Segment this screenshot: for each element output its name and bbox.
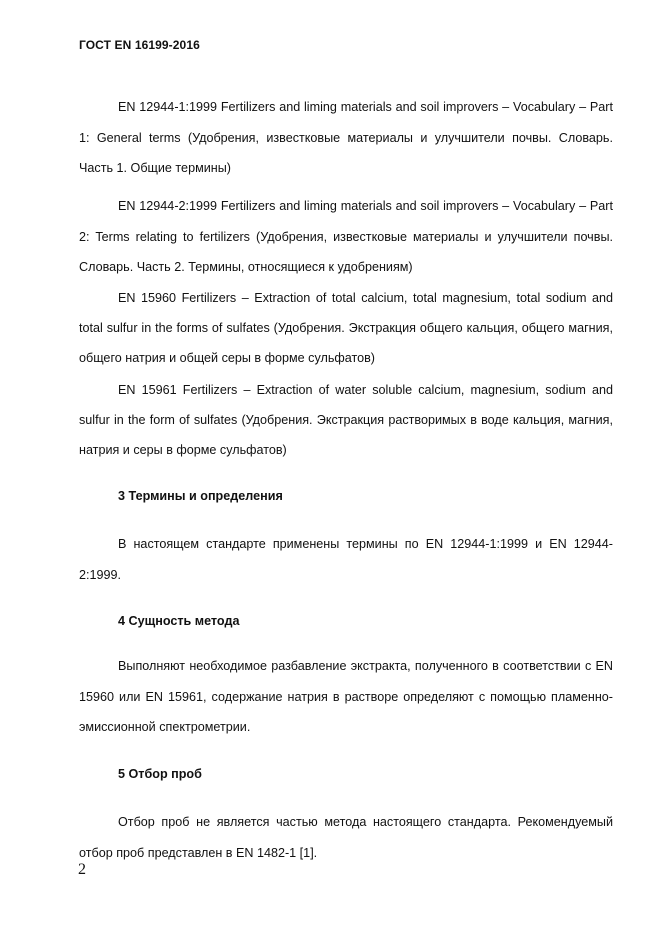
section-body-terms — [79, 529, 613, 590]
reference-text: EN 12944-2:1999 Fertilizers and liming materials and soil improvers – Vocabulary – Part 2: Terms relating to fertilizers (Удобрения, известковые материалы и улучшители почвы. Словарь. Часть 2. Термины, относящиеся к удобрениям) — [79, 199, 613, 274]
reference-text: EN 12944-1:1999 Fertilizers and liming materials and soil improvers – Vocabulary – Part 1: General terms (Удобрения, известковые материалы и улучшители почвы. Словарь. Часть 1. Общие термины) — [79, 100, 613, 175]
standard-header: ГОСТ EN 16199-2016 — [79, 38, 200, 52]
reference-text: EN 15961 Fertilizers – Extraction of water soluble calcium, magnesium, sodium and sulfur in the form of sulfates (Удобрения. Экстракция растворимых в воде кальция, магния, натрия и серы в форме сульфатов) — [79, 383, 613, 457]
reference-en-15961 — [79, 375, 613, 465]
reference-en-12944-1 — [79, 92, 613, 184]
section-text: Отбор проб не является частью метода настоящего стандарта. Рекомендуемый отбор проб представлен в EN 1482-1 [1]. — [79, 815, 613, 860]
section-heading-method: 4 Сущность метода — [118, 614, 240, 628]
reference-en-15960 — [79, 283, 613, 373]
section-heading-sampling: 5 Отбор проб — [118, 767, 202, 781]
section-heading-terms: 3 Термины и определения — [118, 489, 283, 503]
section-body-method — [79, 651, 613, 743]
reference-text: EN 15960 Fertilizers – Extraction of total calcium, total magnesium, total sodium and total sulfur in the forms of sulfates (Удобрения. Экстракция общего кальция, общего магния, общего натрия и общей серы в форме сульфатов) — [79, 291, 613, 365]
reference-en-12944-2 — [79, 191, 613, 283]
section-body-sampling — [79, 807, 613, 868]
section-text: Выполняют необходимое разбавление экстракта, полученного в соответствии с EN 15960 или EN 15961, содержание натрия в растворе определяют с помощью пламенно-эмиссионной спектрометрии. — [79, 659, 613, 734]
section-text: В настоящем стандарте применены термины по EN 12944-1:1999 и EN 12944-2:1999. — [79, 537, 613, 582]
page-number: 2 — [78, 861, 86, 878]
